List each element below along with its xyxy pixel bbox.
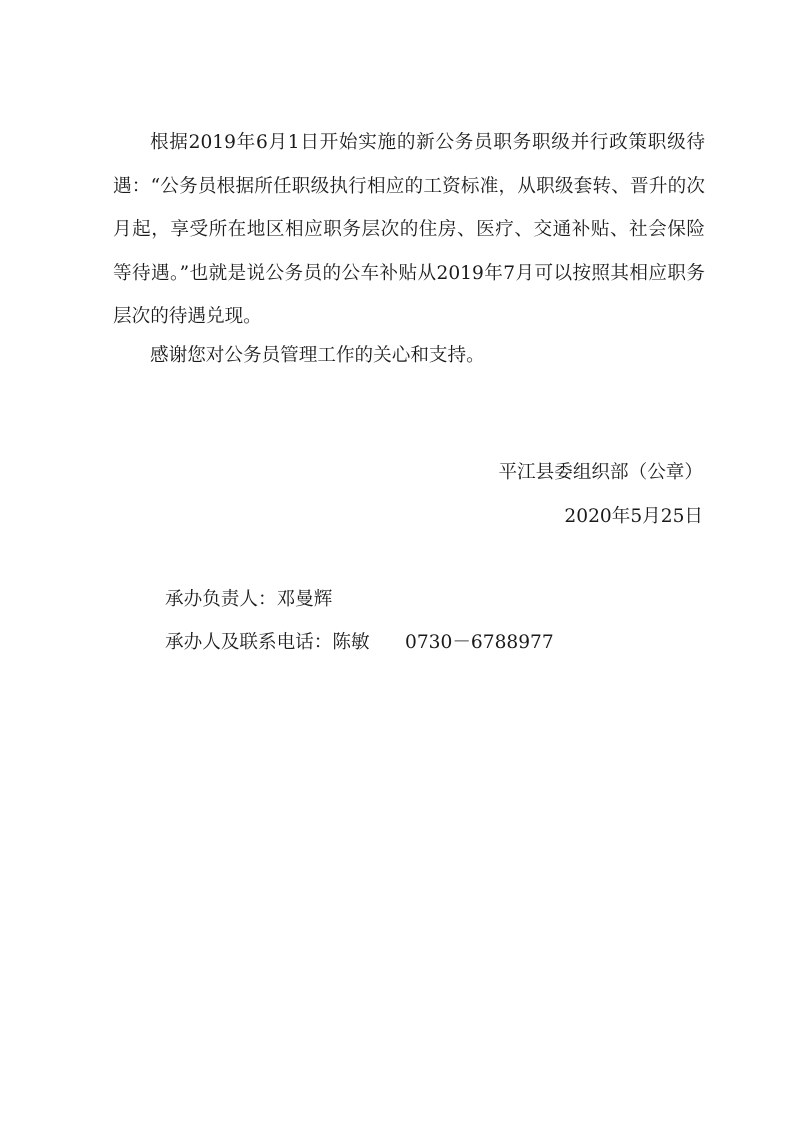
contact-phone: 承办人及联系电话：陈敏 0730－6788977 [165, 632, 554, 653]
issuer-signature: 平江县委组织部（公章） [498, 462, 703, 483]
body-paragraph-policy: 根据2019年6月1日开始实施的新公务员职务职级并行政策职级待遇：“公务员根据所任职级执行相应的工资标准，从职级套转、晋升的次月起，享受所在地区相应职务层次的住房、医疗、交通补贴、社会保险等待遇。”也就是说公务员的公车补贴从2019年7月可以按照其相应职务层次的待遇兑现。 [113, 132, 705, 327]
responsible-person: 承办负责人：邓曼辉 [165, 589, 333, 610]
body-paragraph-thanks: 感谢您对公务员管理工作的关心和支持。 [150, 345, 485, 366]
issue-date: 2020年5月25日 [564, 506, 703, 527]
